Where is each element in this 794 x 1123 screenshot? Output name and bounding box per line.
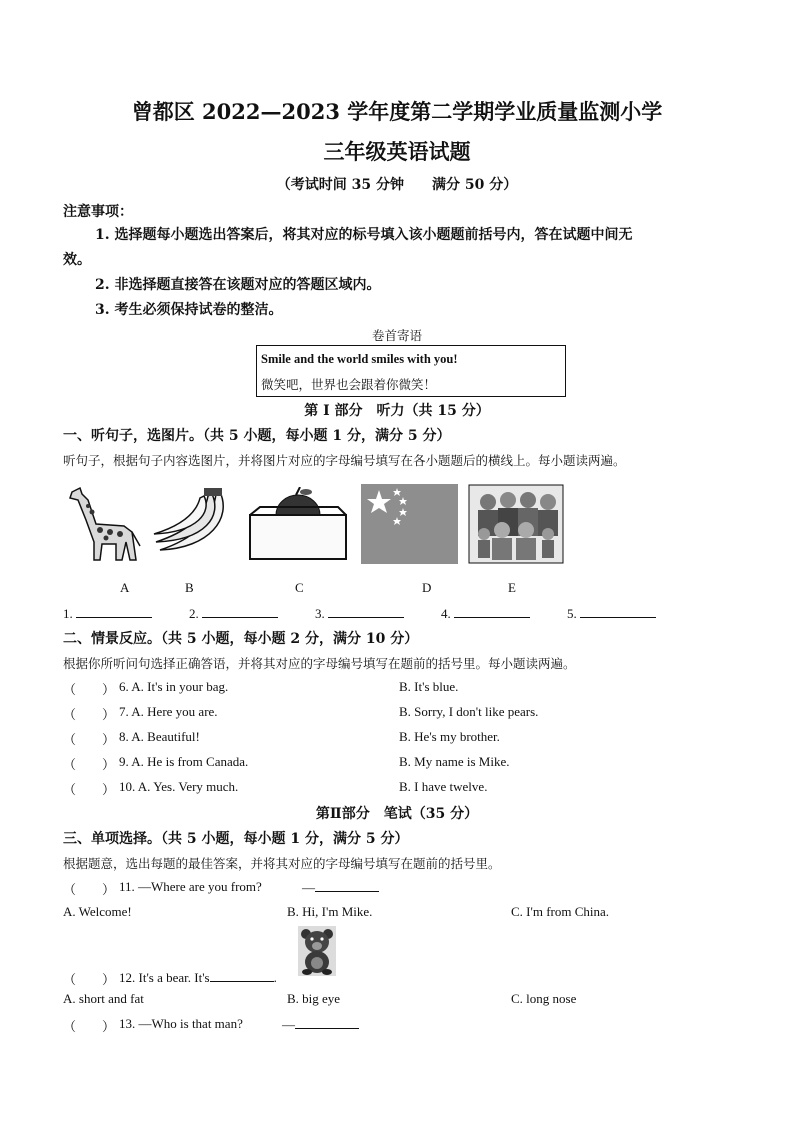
- picture-label-b: B: [185, 580, 194, 595]
- answer-blank-3[interactable]: [328, 605, 404, 618]
- q8-option-a: 8. A. Beautiful!: [119, 729, 200, 744]
- exam-info: （考试时间 35 分钟 满分 50 分）: [276, 177, 518, 193]
- q11-answer-paren[interactable]: （ ）: [63, 882, 116, 897]
- q8-option-b: B. He's my brother.: [399, 729, 500, 744]
- q10-answer-paren[interactable]: （ ）: [63, 782, 116, 797]
- q12-answer-paren[interactable]: （ ）: [63, 972, 116, 987]
- q7-option-b: B. Sorry, I don't like pears.: [399, 704, 539, 719]
- answer-blank-4[interactable]: [454, 605, 530, 618]
- motto-box: [256, 345, 566, 397]
- notice-item-1: 1. 选择题每小题选出答案后，将其对应的标号填入该小题题前括号内，答在试题中间无: [95, 227, 633, 243]
- blank-4-label: 4.: [441, 606, 451, 621]
- q13-blank[interactable]: [295, 1016, 359, 1029]
- q9-option-b: B. My name is Mike.: [399, 754, 510, 769]
- q11-option-c: C. I'm from China.: [511, 904, 610, 919]
- q6-answer-paren[interactable]: （ ）: [63, 682, 116, 697]
- blank-2-label: 2.: [189, 606, 199, 621]
- q8-answer-paren[interactable]: （ ）: [63, 732, 116, 747]
- blank-3-label: 3.: [315, 606, 325, 621]
- section1-instruction: 听句子，根据句子内容选图片，并将图片对应的字母编号填写在各小题题后的横线上。每小题读两遍。: [63, 453, 626, 468]
- exam-title-line1: 曾都区 2022—2023 学年度第二学期学业质量监测小学: [131, 99, 663, 124]
- picture-label-c: C: [295, 580, 304, 595]
- q9-option-a: 9. A. He is from Canada.: [119, 754, 249, 769]
- q12-option-a: A. short and fat: [63, 991, 144, 1006]
- picture-label-d: D: [422, 580, 432, 595]
- q11-blank[interactable]: [315, 879, 379, 892]
- q11-dash: —: [302, 880, 315, 895]
- q6-option-a: 6. A. It's in your bag.: [119, 679, 229, 694]
- bear-picture: [298, 926, 336, 976]
- flag-picture: [361, 484, 458, 564]
- picture-label-e: E: [508, 580, 516, 595]
- part1-heading: 第 I 部分 听力（共 15 分）: [304, 403, 490, 419]
- blank-5-label: 5.: [567, 606, 577, 621]
- bananas-picture: [150, 488, 234, 558]
- q6-option-b: B. It's blue.: [399, 679, 459, 694]
- q11-question: 11. —Where are you from?: [119, 879, 262, 894]
- q13-answer-paren[interactable]: （ ）: [63, 1019, 116, 1034]
- part2-heading: 第Ⅱ部分 笔试（35 分）: [315, 806, 479, 822]
- notice-heading: 注意事项：: [63, 204, 133, 220]
- q12-question: 12. It's a bear. It's: [119, 970, 210, 985]
- answer-blank-5[interactable]: [580, 605, 656, 618]
- section3-title: 三、单项选择。（共 5 小题，每小题 1 分，满分 5 分）: [63, 831, 409, 847]
- q12-period: .: [273, 970, 277, 985]
- section2-title: 二、情景反应。（共 5 小题，每小题 2 分，满分 10 分）: [63, 631, 419, 647]
- notice-item-2: 2. 非选择题直接答在该题对应的答题区域内。: [95, 277, 381, 293]
- giraffe-picture: [66, 484, 142, 564]
- motto-english: Smile and the world smiles with you!: [261, 352, 458, 366]
- section3-instruction: 根据题意，选出每题的最佳答案，并将其对应的字母编号填写在题前的括号里。: [63, 856, 501, 871]
- q7-option-a: 7. A. Here you are.: [119, 704, 218, 719]
- blank-1-label: 1.: [63, 606, 73, 621]
- motto-heading: 卷首寄语: [371, 328, 422, 343]
- apple-in-box-picture: [246, 487, 352, 561]
- q13-question: 13. —Who is that man?: [119, 1016, 243, 1031]
- notice-item-3: 3. 考生必须保持试卷的整洁。: [95, 302, 283, 318]
- q12-blank[interactable]: [210, 969, 274, 982]
- notice-item-1-cont: 效。: [63, 252, 91, 268]
- q13-dash: —: [282, 1017, 295, 1032]
- q12-option-c: C. long nose: [511, 991, 577, 1006]
- q10-option-a: 10. A. Yes. Very much.: [119, 779, 239, 794]
- q10-option-b: B. I have twelve.: [399, 779, 488, 794]
- q11-option-a: A. Welcome!: [63, 904, 132, 919]
- q11-option-b: B. Hi, I'm Mike.: [287, 904, 373, 919]
- exam-title-line2: 三年级英语试题: [323, 139, 471, 164]
- section1-title: 一、听句子，选图片。（共 5 小题，每小题 1 分，满分 5 分）: [63, 428, 451, 444]
- q7-answer-paren[interactable]: （ ）: [63, 707, 116, 722]
- answer-blank-2[interactable]: [202, 605, 278, 618]
- picture-label-a: A: [120, 580, 130, 595]
- family-picture: [468, 484, 564, 564]
- section2-instruction: 根据你所听问句选择正确答语，并将其对应的字母编号填写在题前的括号里。每小题读两遍。: [63, 656, 576, 671]
- motto-chinese: 微笑吧，世界也会跟着你微笑！: [261, 377, 437, 392]
- q9-answer-paren[interactable]: （ ）: [63, 757, 116, 772]
- answer-blank-1[interactable]: [76, 605, 152, 618]
- q12-option-b: B. big eye: [287, 991, 341, 1006]
